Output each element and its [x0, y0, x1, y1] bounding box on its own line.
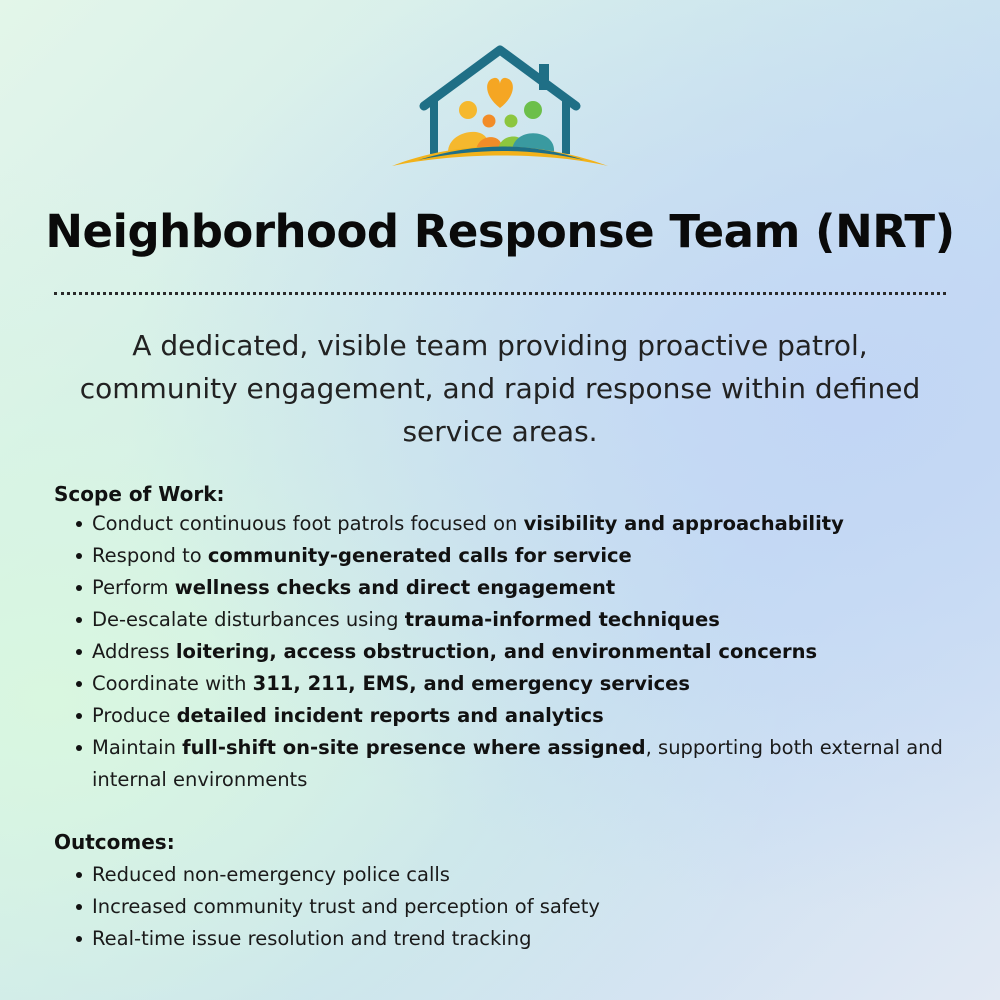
house-family-logo-icon: [388, 44, 612, 174]
outcomes-list: [70, 859, 962, 955]
list-item: Produce detailed incident reports and analytics: [92, 700, 962, 732]
list-item: Reduced non-emergency police calls: [92, 859, 962, 891]
scope-heading: Scope of Work:: [54, 482, 225, 506]
list-item: Conduct continuous foot patrols focused on visibility and approachability: [92, 508, 962, 540]
list-item: Maintain full-shift on-site presence where assigned, supporting both external and internal environments: [92, 732, 962, 796]
list-item: Respond to community-generated calls for service: [92, 540, 962, 572]
list-item: Coordinate with 311, 211, EMS, and emergency services: [92, 668, 962, 700]
list-item: Real-time issue resolution and trend tracking: [92, 923, 962, 955]
list-item: De-escalate disturbances using trauma-informed techniques: [92, 604, 962, 636]
page-title: Neighborhood Response Team (NRT): [45, 205, 955, 258]
dotted-divider: [54, 292, 946, 295]
list-item: Address loitering, access obstruction, and environmental concerns: [92, 636, 962, 668]
outcomes-heading: Outcomes:: [54, 830, 175, 854]
list-item: Increased community trust and perception of safety: [92, 891, 962, 923]
list-item: Perform wellness checks and direct engagement: [92, 572, 962, 604]
scope-list: [70, 508, 962, 796]
intro-paragraph: A dedicated, visible team providing proactive patrol, community engagement, and rapid response within defined service areas.: [79, 329, 921, 448]
